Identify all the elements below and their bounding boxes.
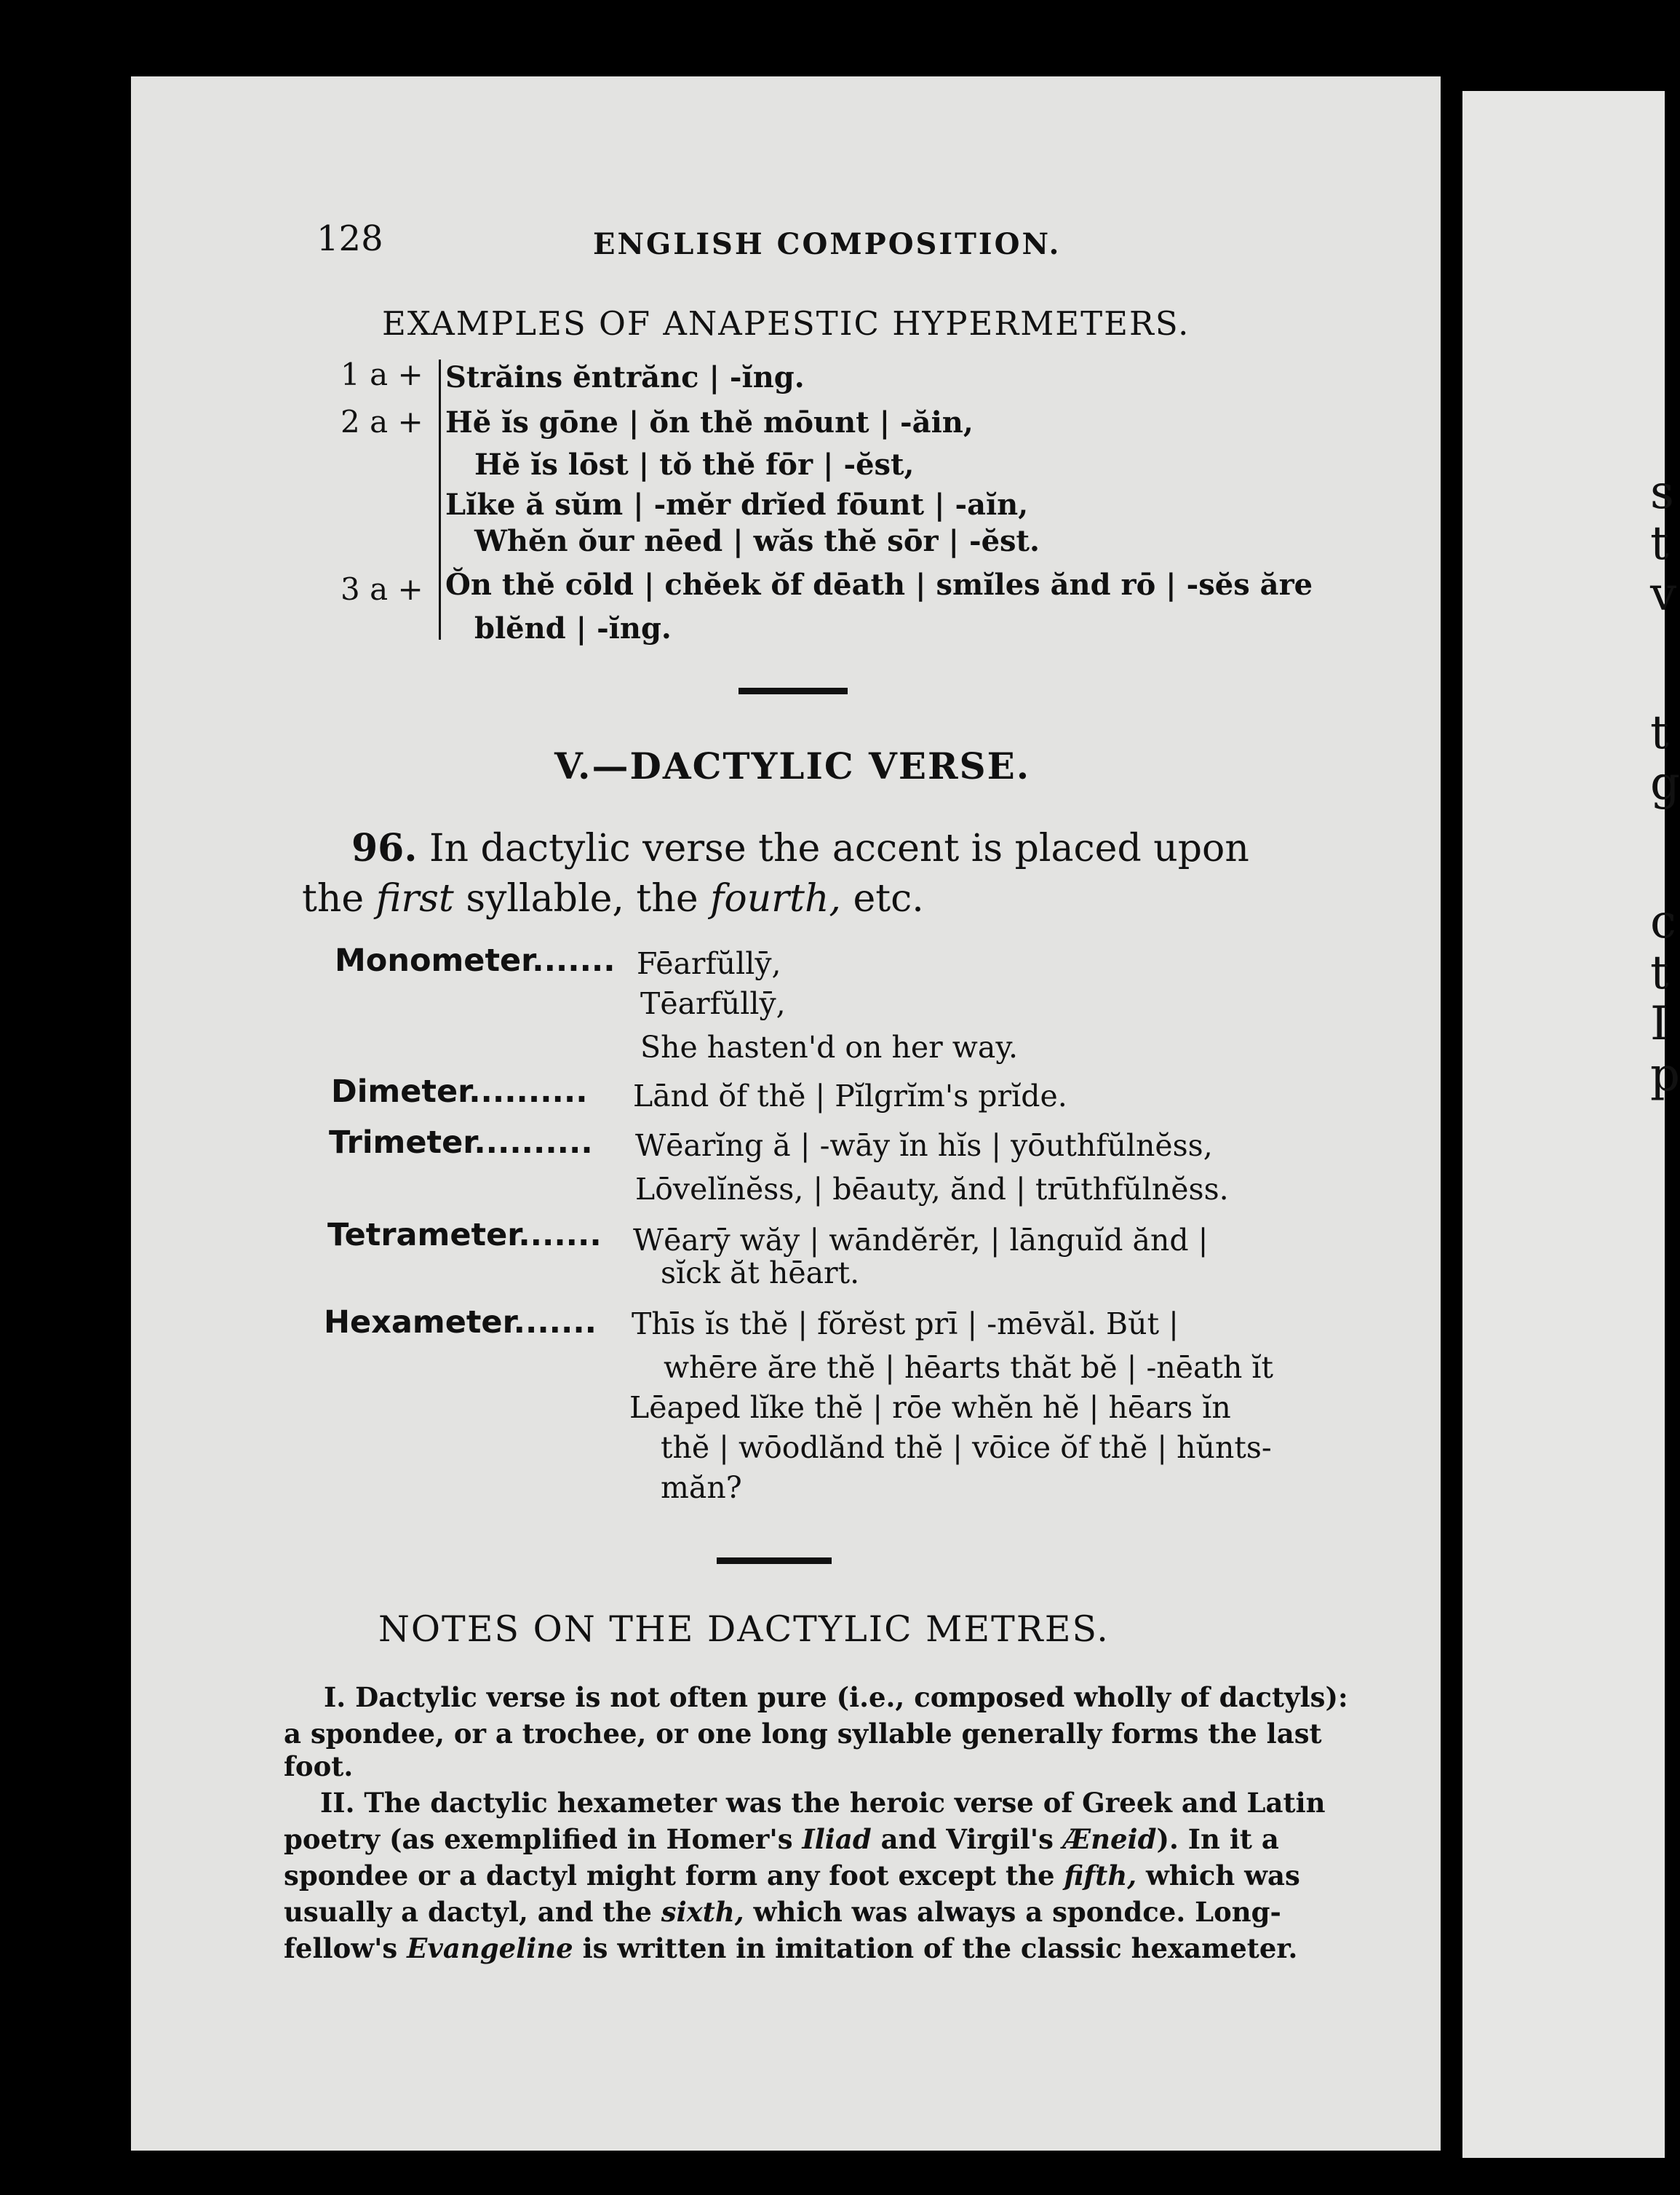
- examples-heading: EXAMPLES OF ANAPESTIC HYPERMETERS.: [382, 304, 1190, 343]
- notes-heading: NOTES ON THE DACTYLIC METRES.: [378, 1608, 1110, 1650]
- verse-line: Whĕn ŏur nēed | wăs thĕ sōr | -ĕst.: [474, 524, 1040, 558]
- facing-page-letter: v: [1650, 568, 1677, 622]
- verse-line: Ŏn thĕ cōld | chĕek ŏf dēath | smĭles ănd rō | -sĕs ăre: [445, 568, 1313, 602]
- leader-dots: ..........: [474, 1124, 593, 1161]
- paragraph-text: syllable, the: [466, 877, 698, 921]
- metre-example: Lānd ŏf thĕ | Pĭlgrĭm's prĭde.: [633, 1079, 1067, 1114]
- section-rule: [717, 1557, 832, 1564]
- metre-term: Tetrameter.......: [327, 1217, 602, 1253]
- verse-line: Lĭke ă sŭm | -mĕr drĭed fōunt | -aĭn,: [445, 488, 1029, 522]
- emphasis: fourth,: [710, 877, 841, 921]
- metre-example: Tēarfŭllȳ,: [640, 986, 786, 1021]
- example-label: 1 a +: [341, 357, 423, 392]
- note-line: usually a dactyl, and the sixth, which was always a spondce. Long-: [284, 1896, 1281, 1928]
- note-line: a spondee, or a trochee, or one long syllable generally forms the last: [284, 1718, 1322, 1750]
- running-head: ENGLISH COMPOSITION.: [593, 227, 1062, 261]
- facing-page-letter: t: [1650, 946, 1669, 1000]
- facing-page-letter: t: [1650, 517, 1669, 571]
- leader-dots: ..........: [469, 1073, 588, 1110]
- note-line: foot.: [284, 1750, 354, 1782]
- facing-page-edge: [1462, 91, 1680, 2158]
- metre-example: măn?: [661, 1470, 742, 1505]
- note-line: spondee or a dactyl might form any foot except the fifth, which was: [284, 1859, 1300, 1892]
- example-label: 2 a +: [341, 404, 423, 440]
- metre-example: Wēarĭng ă | -wāy ĭn hĭs | yōuthfŭlnĕss,: [635, 1128, 1213, 1163]
- paragraph-text: etc.: [853, 877, 924, 921]
- paragraph-text: In dactylic verse the accent is placed upon: [429, 827, 1249, 870]
- verse-line: Hĕ ĭs gōne | ŏn thĕ mōunt | -ăin,: [445, 405, 974, 440]
- metre-example: Wēarȳ wăy | wāndĕrĕr, | lānguĭd ănd |: [633, 1223, 1209, 1258]
- note-line: poetry (as exemplified in Homer's Iliad and Virgil's Æneid). In it a: [284, 1823, 1279, 1855]
- metre-term: Hexameter.......: [324, 1304, 597, 1341]
- note-line: II. The dactylic hexameter was the heroic verse of Greek and Latin: [320, 1787, 1326, 1819]
- paragraph-text: the: [302, 877, 365, 921]
- note-line: I. Dactylic verse is not often pure (i.e., composed wholly of dactyls):: [324, 1681, 1348, 1713]
- metre-example: She hasten'd on her way.: [640, 1030, 1019, 1065]
- paragraph-line: [302, 877, 924, 921]
- note-line: fellow's Evangeline is written in imitation of the classic hexameter.: [284, 1932, 1298, 1964]
- example-label: 3 a +: [341, 571, 423, 607]
- facing-page-letter: I: [1650, 997, 1669, 1051]
- example-bracket: [439, 360, 441, 640]
- section-heading: V.—DACTYLIC VERSE.: [554, 745, 1031, 787]
- verse-line: Hĕ ĭs lōst | tŏ thĕ fōr | -ĕst,: [474, 448, 915, 482]
- metre-example: whēre ăre thĕ | hēarts thăt bĕ | -nēath ĭt: [664, 1350, 1273, 1385]
- verse-line: Străins ĕntrănc | -ĭng.: [445, 360, 805, 394]
- facing-page-letter: g: [1650, 757, 1680, 811]
- facing-page-letter: s: [1650, 466, 1674, 520]
- facing-page-letter: p: [1650, 1048, 1680, 1102]
- section-rule: [739, 688, 848, 694]
- page-number: 128: [317, 218, 383, 259]
- paragraph-line: [351, 826, 1249, 870]
- metre-term: Monometer.......: [335, 942, 616, 979]
- paragraph-number: 96.: [351, 826, 418, 870]
- metre-term: Trimeter..........: [329, 1124, 593, 1161]
- metre-example: Lēaped lĭke thĕ | rōe whĕn hĕ | hēars ĭn: [629, 1390, 1231, 1425]
- emphasis: first: [375, 877, 454, 921]
- metre-example: sĭck ăt hēart.: [661, 1255, 860, 1290]
- leader-dots: .......: [513, 1304, 597, 1341]
- leader-dots: .......: [532, 942, 616, 979]
- leader-dots: .......: [518, 1217, 602, 1253]
- facing-page-letter: c: [1650, 895, 1676, 949]
- metre-example: Lōvelĭnĕss, | bēauty, ănd | trūthfŭlnĕss.: [635, 1172, 1229, 1207]
- metre-example: Fēarfŭllȳ,: [637, 946, 781, 981]
- verse-line: blĕnd | -ĭng.: [474, 611, 672, 646]
- metre-example: Thīs ĭs thĕ | fŏrĕst prī | -mēvăl. Bŭt |: [632, 1306, 1179, 1341]
- metre-example: thĕ | wōodlănd thĕ | vōice ŏf thĕ | hŭnts-: [661, 1430, 1272, 1465]
- facing-page-letter: t: [1650, 706, 1669, 760]
- metre-term: Dimeter..........: [331, 1073, 588, 1110]
